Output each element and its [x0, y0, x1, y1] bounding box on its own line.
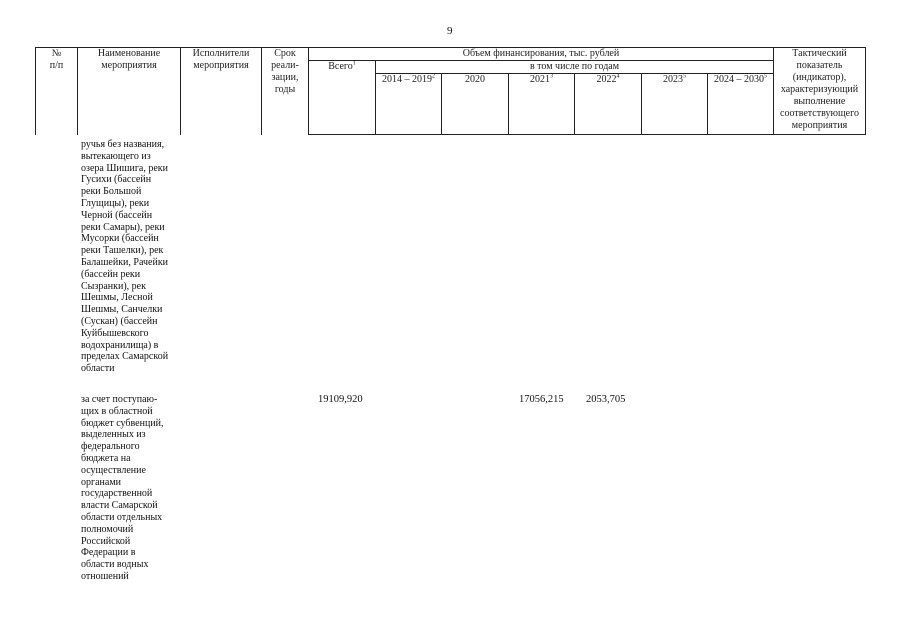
- row-2-value-2022: 2053,705: [586, 394, 626, 405]
- header-col-indicator: Тактический показатель (индикатор), характеризующий выполнение соответствующего мероприятия: [774, 48, 866, 135]
- header-col-executors: Исполнители мероприятия: [181, 48, 262, 135]
- header-year-2024-2030: 2024 – 2030$^5$: [708, 74, 774, 135]
- header-col-number: № п/п: [36, 48, 78, 135]
- header-year-2022: 2022$^4$: [575, 74, 642, 135]
- page-number: 9: [447, 25, 453, 37]
- header-table: [35, 47, 866, 135]
- header-col-total: Всего$^1$: [309, 61, 376, 135]
- header-year-2020: 2020: [442, 74, 509, 135]
- header-year-2014-2019: 2014 – 2019$^2$: [376, 74, 442, 135]
- row-1-description: ручья без названия, вытекающего из озера Шишига, реки Гусихи (бассейн реки Большой Глущицы), реки Черной (бассейн реки Самары), реки Мусорки (бассейн реки Ташелки), рек Балашейки, Рачейки (бассейн реки Сызранки), рек Шешмы, Лесной Шешмы, Санчелки (Сускан) (бассейн Куйбышевского водохранилища) в пределах Самарской области: [81, 139, 169, 375]
- row-2-value-2021: 17056,215: [519, 394, 564, 405]
- header-col-funding: Объем финансирования, тыс. рублей: [309, 48, 774, 61]
- header-col-by-years: в том числе по годам: [376, 61, 774, 74]
- header-col-name: Наименование мероприятия: [78, 48, 181, 135]
- header-year-2023: 2023$^5$: [642, 74, 708, 135]
- header-year-2021: 2021$^3$: [509, 74, 575, 135]
- row-2-description: за счет поступаю- щих в областной бюджет субвенций, выделенных из федерального бюджета на осуществление органами государственной власти Самарской области отдельных полномочий Российской Федерации в области водных отношений: [81, 394, 164, 582]
- header-col-term: Срок реали- зации, годы: [262, 48, 309, 135]
- row-2-total: 19109,920: [318, 394, 363, 405]
